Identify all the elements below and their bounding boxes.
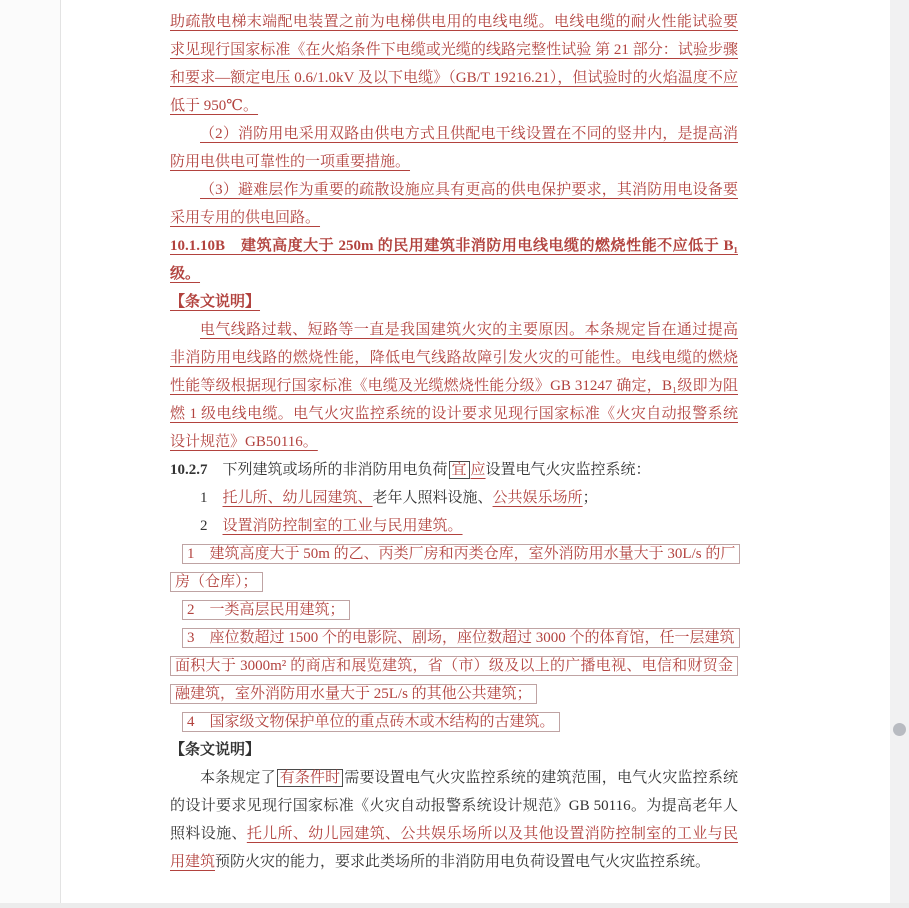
body-text: 老年人照料设施、 bbox=[372, 490, 493, 506]
body-text: 本条规定了 bbox=[200, 770, 276, 786]
deleted-item-4 bbox=[170, 708, 738, 736]
revision-inserted-text: （3）避难层作为重要的疏散设施应具有更高的供电保护要求，其消防用电设备要采用专用的供电回路。 bbox=[170, 182, 738, 226]
revision-deleted-box: 3 座位数超过 1500 个的电影院、剧场，座位数超过 3000 个的体育馆，任一层建筑面积大于 3000m² 的商店和展览建筑，省（市）级及以上的广播电视、电信和财贸金融建筑，室外消防用水量大于 25L/s 的其他公共建筑； bbox=[170, 628, 740, 704]
paragraph-item-3 bbox=[170, 176, 738, 232]
left-gutter bbox=[0, 0, 61, 908]
revision-deleted-box: 2 一类高层民用建筑； bbox=[182, 600, 350, 620]
clause-subitem-1 bbox=[170, 484, 738, 512]
body-text: 预防火灾的能力，要求此类场所的非消防用电负荷设置电气火灾监控系统。 bbox=[215, 854, 711, 870]
revision-inserted-text: 托儿所、幼儿园建筑、 bbox=[222, 490, 373, 506]
clause-subitem-2 bbox=[170, 512, 738, 540]
heading-article-explanation-1 bbox=[170, 288, 738, 316]
document-page bbox=[61, 0, 890, 903]
revision-deleted-box: 宜 bbox=[449, 461, 470, 479]
clause-10-2-7 bbox=[170, 456, 738, 484]
clause-number: 10.1.10B 建筑高度大于 250m 的民用建筑非消防用电线电缆的燃烧性能不应低于 B₁级。 bbox=[170, 238, 738, 282]
clause-10-1-10B bbox=[170, 232, 738, 288]
item-number: 2 bbox=[200, 518, 223, 534]
revision-inserted-text: 托儿所、幼儿园建筑、公共娱乐场所以及其他设置消防控制室的工业与民用建筑 bbox=[170, 826, 738, 870]
revision-deleted-box: 4 国家级文物保护单位的重点砖木或木结构的古建筑。 bbox=[182, 712, 560, 732]
body-text: 需要设置电气火灾监控系统的建筑范围，电气火灾监控系统的设计要求见现行国家标准《火灾自动报警系统设计规范》GB 50116。为提高老年人照料设施、 bbox=[170, 770, 738, 842]
revision-inserted-text: 应 bbox=[470, 462, 486, 478]
revision-inserted-text: 设置消防控制室的工业与民用建筑。 bbox=[222, 518, 463, 534]
revision-inserted-text: （2）消防用电采用双路由供电方式且供配电干线设置在不同的竖井内，是提高消防用电供电可靠性的一项重要措施。 bbox=[170, 126, 738, 170]
document-content bbox=[170, 8, 738, 876]
explanation-paragraph-2 bbox=[170, 764, 738, 876]
revision-deleted-box: 有条件时 bbox=[277, 769, 344, 787]
body-text: 下列建筑或场所的非消防用电负荷 bbox=[207, 462, 448, 478]
heading-text: 【条文说明】 bbox=[170, 294, 261, 310]
heading-article-explanation-2 bbox=[170, 736, 738, 764]
paragraph-item-2 bbox=[170, 120, 738, 176]
deleted-item-3 bbox=[170, 624, 738, 708]
revision-inserted-text: 电气线路过载、短路等一直是我国建筑火灾的主要原因。本条规定旨在通过提高非消防用电线路的燃烧性能，降低电气线路故障引发火灾的可能性。电线电缆的燃烧性能等级根据现行国家标准《电缆及光缆燃烧性能分级》GB 31247 确定，B₁级即为阻燃 1 级电线电缆。电气火灾监控系统的设计要求见现行国家标准《火灾自动报警系统设计规范》GB50116。 bbox=[170, 322, 738, 450]
item-number: 1 bbox=[200, 490, 223, 506]
scrollbar-thumb[interactable] bbox=[893, 723, 906, 736]
revision-deleted-box: 1 建筑高度大于 50m 的乙、丙类厂房和丙类仓库，室外消防用水量大于 30L/s 的厂房（仓库）； bbox=[170, 544, 740, 592]
clause-number: 10.2.7 bbox=[170, 462, 208, 478]
body-text: ； bbox=[582, 490, 598, 506]
body-text: 设置电气火灾监控系统： bbox=[485, 462, 651, 478]
explanation-paragraph-1 bbox=[170, 316, 738, 456]
paragraph-continuation bbox=[170, 8, 738, 120]
revision-inserted-text: 公共娱乐场所 bbox=[492, 490, 583, 506]
page-bottom-edge bbox=[0, 903, 909, 908]
deleted-item-1 bbox=[170, 540, 738, 596]
heading-text: 【条文说明】 bbox=[170, 742, 261, 758]
right-scrollbar-track[interactable] bbox=[890, 0, 909, 908]
revision-inserted-text: 助疏散电梯末端配电装置之前为电梯供电用的电线电缆。电线电缆的耐火性能试验要求见现行国家标准《在火焰条件下电缆或光缆的线路完整性试验 第 21 部分：试验步骤和要求—额定电压 0.6/1.0kV 及以下电缆》（GB/T 19216.21），但试验时的火焰温度不应低于 950℃。 bbox=[170, 14, 738, 114]
deleted-item-2 bbox=[170, 596, 738, 624]
